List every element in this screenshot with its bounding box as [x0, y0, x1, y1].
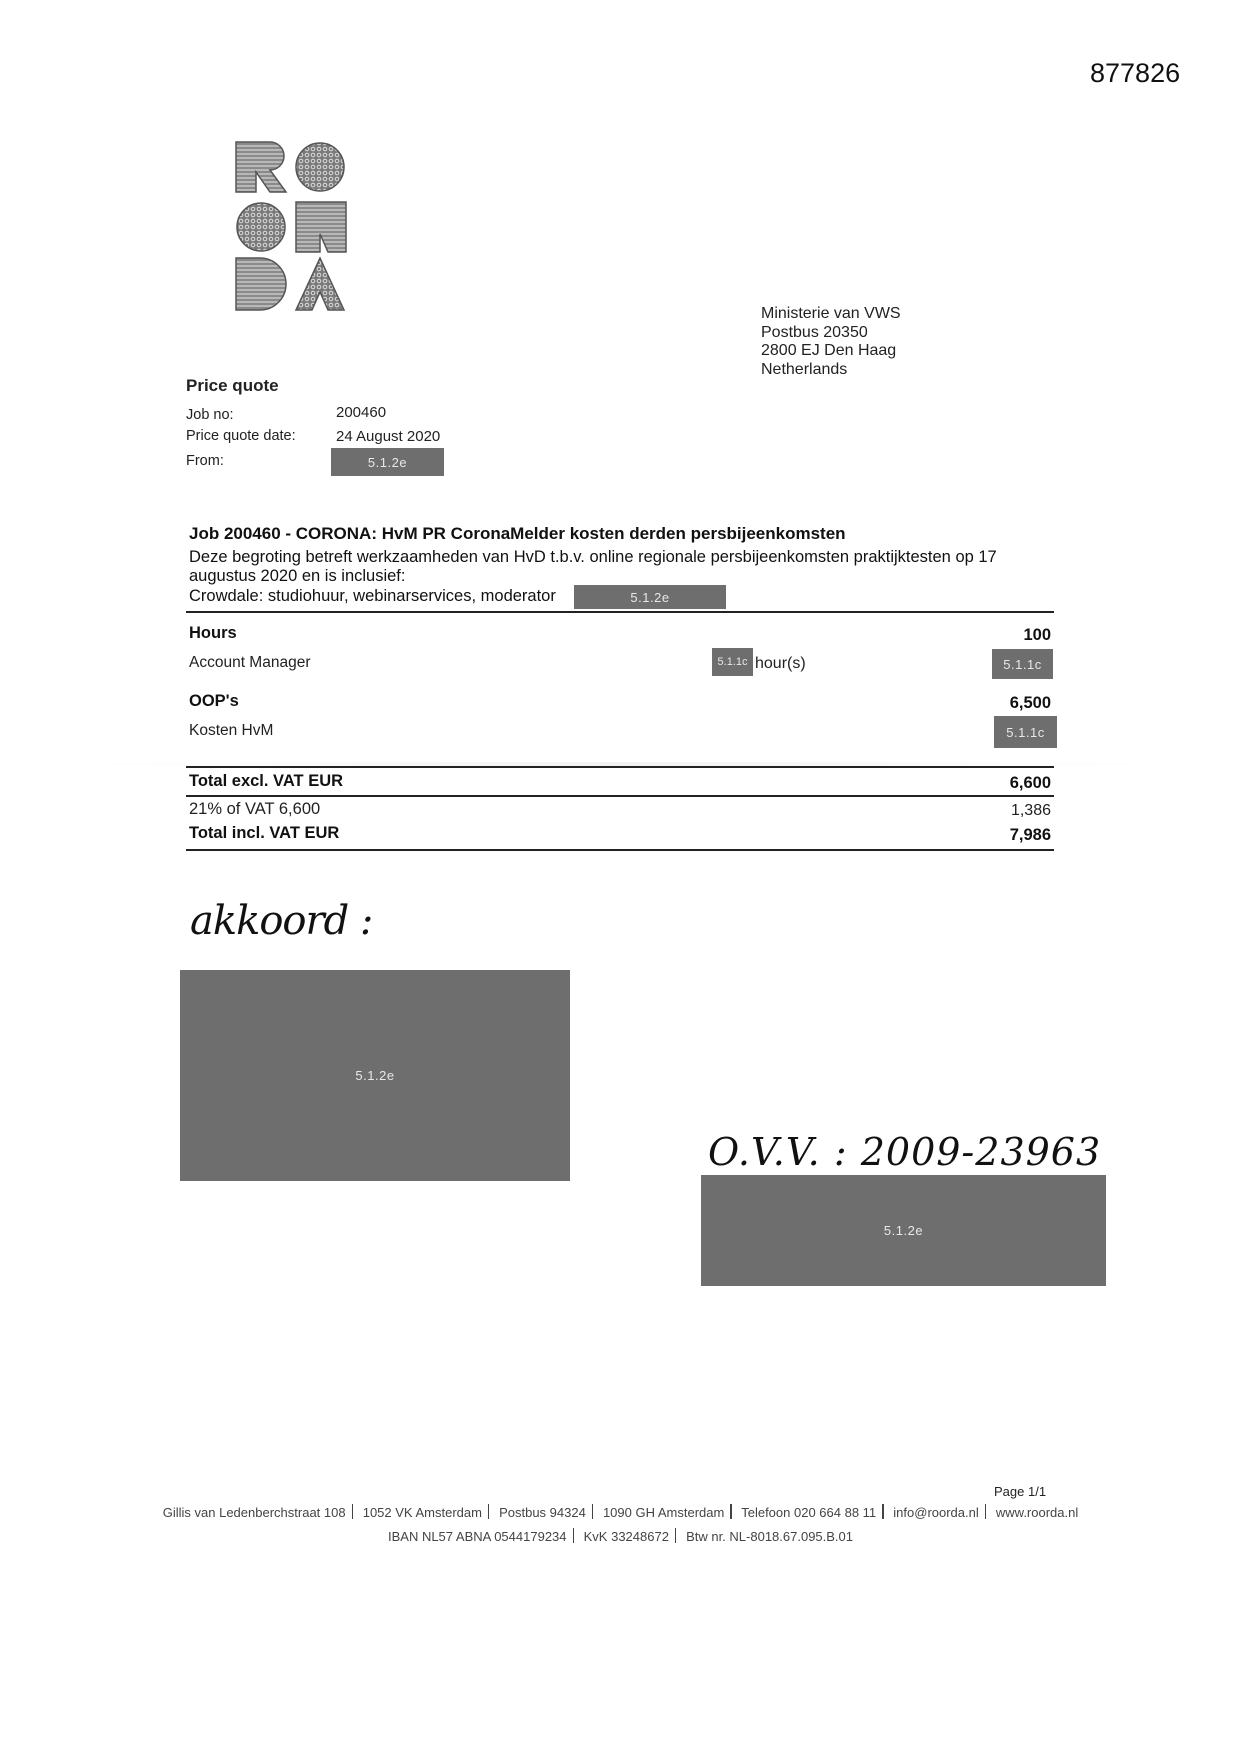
roorda-logo	[232, 140, 352, 315]
hours-total: 100	[1023, 626, 1051, 644]
divider	[186, 849, 1054, 851]
from-label: From:	[186, 453, 224, 469]
handwritten-approval: akkoord :	[190, 898, 373, 944]
address-line: 2800 EJ Den Haag	[761, 342, 897, 359]
address-line: Netherlands	[761, 360, 848, 378]
job-no-label: Job no:	[186, 407, 234, 423]
job-description-items: Crowdale: studiohuur, webinarservices, moderator	[189, 587, 556, 605]
address-line: Postbus 20350	[761, 323, 868, 341]
footer-postcode: 1052 VK Amsterdam	[362, 1505, 482, 1520]
from-redaction: 5.1.2e	[331, 448, 444, 476]
footer-street: Gillis van Ledenberchstraat 108	[162, 1505, 346, 1520]
job-description-text: Deze begroting betreft werkzaamheden van HvD t.b.v. online regionale persbijeenkomsten praktijktesten op 17 augustus 2020 en is inclusief:	[189, 548, 997, 585]
hours-qty-redaction: 5.1.1c	[712, 648, 753, 676]
footer-registration-line	[0, 1528, 1241, 1544]
vat-label: 21% of VAT 6,600	[189, 800, 321, 818]
signature-redaction-left: 5.1.2e	[180, 970, 570, 1181]
address-line: Ministerie van VWS	[761, 305, 901, 322]
price-quote-title: Price quote	[186, 376, 279, 395]
quote-date-value: 24 August 2020	[336, 428, 441, 445]
total-excl-value: 6,600	[1009, 774, 1051, 792]
footer-email[interactable]: info@roorda.nl	[893, 1505, 979, 1520]
vat-value: 1,386	[1010, 802, 1051, 819]
oop-total: 6,500	[1009, 694, 1051, 712]
footer-phone: Telefoon 020 664 88 11	[741, 1505, 877, 1520]
footer-postbus: Postbus 94324	[499, 1505, 586, 1520]
total-excl-label: Total excl. VAT EUR	[189, 772, 344, 790]
total-incl-label: Total incl. VAT EUR	[189, 824, 340, 842]
footer-iban: IBAN NL57 ABNA 0544179234	[387, 1529, 567, 1544]
kosten-hvm-label: Kosten HvM	[189, 722, 274, 739]
recipient-address	[761, 305, 901, 379]
oop-heading: OOP's	[189, 692, 239, 710]
job-title: Job 200460 - CORONA: HvM PR CoronaMelder kosten derden persbijeenkomsten	[189, 524, 846, 543]
description-redaction: 5.1.2e	[574, 585, 726, 609]
handwritten-ovv: O.V.V. : 2009-23963	[708, 1130, 1102, 1174]
divider	[186, 611, 1054, 613]
page-number: Page 1/1	[994, 1484, 1047, 1499]
footer-postbus-postcode: 1090 GH Amsterdam	[602, 1505, 725, 1520]
signature-redaction-right: 5.1.2e	[701, 1175, 1106, 1286]
oop-amount-redaction: 5.1.1c	[994, 716, 1057, 748]
footer-vat-number: Btw nr. NL-8018.67.095.B.01	[686, 1529, 854, 1544]
divider	[186, 795, 1054, 797]
quote-date-label: Price quote date:	[186, 428, 296, 444]
hours-amount-redaction: 5.1.1c	[992, 649, 1053, 679]
total-incl-value: 7,986	[1009, 826, 1051, 844]
hours-heading: Hours	[189, 624, 237, 642]
footer-website[interactable]: www.roorda.nl	[995, 1505, 1079, 1520]
footer-kvk: KvK 33248672	[583, 1529, 669, 1544]
job-no-value: 200460	[336, 404, 387, 421]
footer-address-line	[0, 1504, 1241, 1520]
document-id: 877826	[1090, 58, 1181, 88]
hours-unit: hour(s)	[755, 655, 806, 672]
account-manager-label: Account Manager	[189, 654, 311, 671]
divider	[186, 766, 1054, 768]
